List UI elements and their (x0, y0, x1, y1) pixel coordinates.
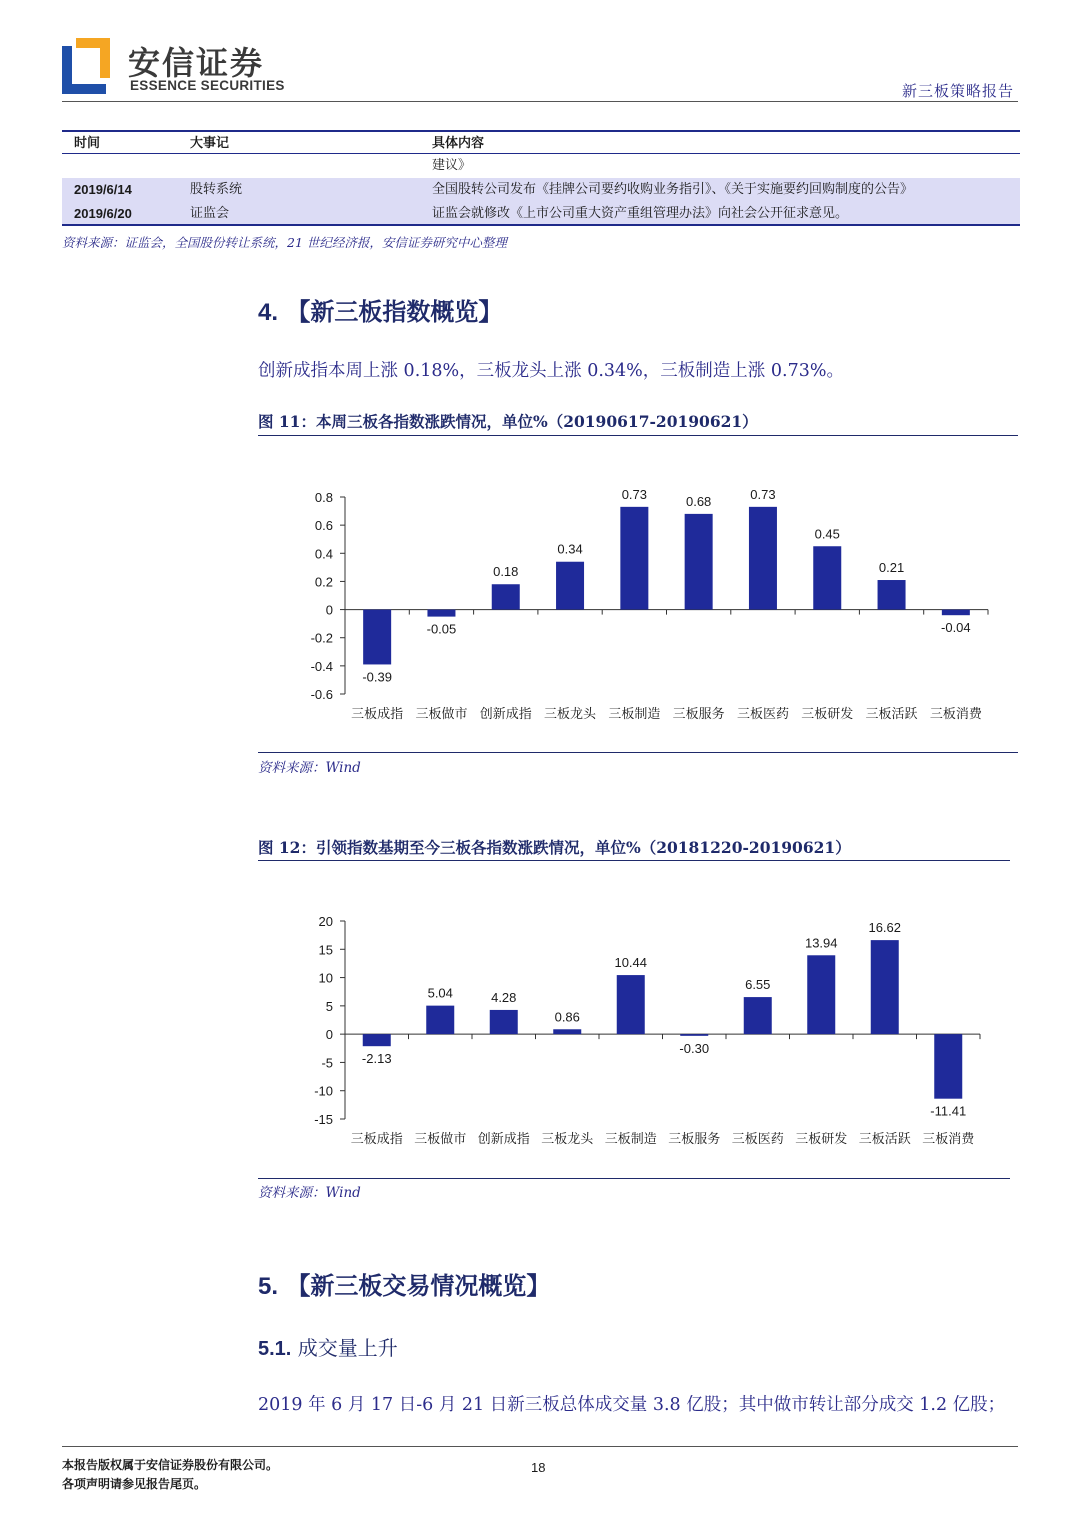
header-content: 具体内容 (432, 136, 485, 151)
report-type: 新三板策略报告 (901, 82, 1014, 100)
events-table (62, 130, 1020, 226)
y-tick-label: -0.4 (310, 658, 333, 674)
table-row (62, 202, 1020, 226)
bar (871, 940, 899, 1034)
y-tick-label: 0.8 (314, 490, 333, 505)
bar (878, 580, 906, 610)
bar (620, 507, 648, 610)
section-4-paragraph: 创新成指本周上涨 0.18%，三板龙头上涨 0.34%，三板制造上涨 0.73%。 (258, 361, 844, 381)
figure-11-source: 资料来源：Wind (258, 760, 361, 776)
table-row (62, 154, 1020, 178)
data-label: 10.44 (614, 955, 648, 971)
y-tick-label: -0.2 (310, 630, 333, 646)
figure-12-rule (258, 860, 1010, 861)
category-label: 三板医药 (731, 1132, 784, 1147)
y-tick-label: 0 (325, 1027, 333, 1043)
data-label: 0.34 (557, 541, 583, 557)
table-source: 资料来源：证监会，全国股份转让系统，21 世纪经济报，安信证券研究中心整理 (62, 235, 507, 250)
row-content: 全国股转公司发布《挂牌公司要约收购业务指引》、《关于实施要约回购制度的公告》 (432, 182, 914, 197)
category-label: 三板研发 (795, 1132, 848, 1147)
section-5-number: 5. (258, 1273, 279, 1300)
data-label: 0.18 (493, 564, 519, 580)
figure-11-bottom-rule (258, 752, 1018, 753)
table-row (62, 178, 1020, 202)
category-label: 三板服务 (668, 1132, 721, 1147)
section-4-heading (258, 292, 502, 327)
category-label: 创新成指 (477, 1132, 530, 1147)
bar (553, 1029, 581, 1034)
essence-logo-icon (62, 38, 110, 94)
row-date: 2019/6/20 (74, 206, 132, 221)
data-label: 0.45 (814, 526, 840, 542)
y-tick-label: 0.4 (314, 546, 333, 562)
section-4-number: 4. (258, 299, 279, 326)
bar (680, 1034, 708, 1036)
bar (490, 1010, 518, 1034)
bar (807, 955, 835, 1034)
bar (942, 610, 970, 616)
data-label: 6.55 (745, 977, 771, 993)
category-label: 三板活跃 (858, 1132, 911, 1147)
footer-divider (62, 1446, 1018, 1447)
section-5-1-heading (258, 1332, 398, 1361)
category-label: 三板医药 (736, 707, 789, 722)
header-event: 大事记 (190, 136, 230, 151)
category-label: 三板消费 (929, 707, 982, 722)
data-label: -11.41 (930, 1103, 967, 1119)
category-label: 三板服务 (672, 707, 725, 722)
bar (556, 562, 584, 610)
bar (744, 997, 772, 1034)
bar (749, 507, 777, 610)
bar (492, 584, 520, 609)
data-label: 4.28 (491, 989, 517, 1005)
category-label: 三板龙头 (544, 707, 597, 722)
header-time: 时间 (74, 136, 101, 151)
data-label: 0.68 (685, 493, 712, 509)
section-5-1-number: 5.1. (258, 1338, 292, 1360)
data-label: 0.21 (878, 560, 905, 576)
figure-11-rule (258, 435, 1018, 436)
category-label: 三板消费 (922, 1132, 975, 1147)
data-label: 5.04 (427, 985, 453, 1001)
section-4-title: 【新三板指数概览】 (286, 297, 503, 326)
y-tick-label: -10 (314, 1083, 333, 1099)
section-5-paragraph: 2019 年 6 月 17 日-6 月 21 日新三板总体成交量 3.8 亿股；其中做市转让部分成交 1.2 亿股； (258, 1395, 1006, 1415)
bar (813, 546, 841, 609)
footer-disclaimer (62, 1456, 278, 1494)
category-label: 三板制造 (604, 1132, 657, 1147)
data-label: -0.30 (679, 1040, 710, 1056)
category-label: 三板成指 (351, 707, 404, 722)
figure-12-bar-chart (258, 905, 1010, 1155)
row-date: 2019/6/14 (74, 182, 132, 197)
category-label: 创新成指 (479, 707, 532, 722)
data-label: -0.05 (426, 621, 457, 637)
category-label: 三板成指 (350, 1132, 403, 1147)
row-content: 建议》 (432, 158, 472, 173)
category-label: 三板研发 (801, 707, 854, 722)
footer-copyright: 本报告版权属于安信证券股份有限公司。 (62, 1458, 279, 1472)
section-5-heading (258, 1266, 550, 1301)
section-5-1-title: 成交量上升 (297, 1336, 398, 1360)
data-label: -0.39 (362, 669, 392, 685)
y-tick-label: -5 (321, 1055, 333, 1071)
category-label: 三板做市 (414, 1132, 467, 1147)
y-tick-label: 0 (325, 602, 333, 618)
bar (363, 1034, 391, 1046)
category-label: 三板龙头 (541, 1132, 594, 1147)
category-label: 三板做市 (415, 707, 468, 722)
y-tick-label: -0.6 (310, 687, 333, 702)
table-header-row (62, 130, 1020, 154)
footer-notice: 各项声明请参见报告尾页。 (62, 1477, 207, 1491)
row-content: 证监会就修改《上市公司重大资产重组管理办法》向社会公开征求意见。 (432, 206, 849, 221)
data-label: 16.62 (868, 920, 902, 936)
figure-12-title: 图 12：引领指数基期至今三板各指数涨跌情况，单位%（20181220-20190621） (258, 838, 851, 857)
category-label: 三板活跃 (865, 707, 918, 722)
data-label: -2.13 (361, 1051, 392, 1067)
data-label: 0.73 (750, 486, 776, 502)
category-label: 三板制造 (608, 707, 661, 722)
row-event: 证监会 (190, 206, 230, 221)
figure-12-bottom-rule (258, 1178, 1010, 1179)
figure-12-source: 资料来源：Wind (258, 1185, 361, 1201)
page-number: 18 (531, 1460, 546, 1475)
bar (426, 1006, 454, 1035)
data-label: 0.73 (621, 486, 648, 502)
bar (685, 514, 713, 610)
data-label: -0.04 (941, 620, 971, 636)
data-label: 13.94 (804, 935, 838, 951)
y-tick-label: 5 (325, 998, 333, 1014)
bar (427, 610, 455, 617)
row-event: 股转系统 (190, 182, 243, 197)
bar (617, 975, 645, 1034)
y-tick-label: 15 (318, 942, 333, 958)
bar (363, 610, 391, 665)
y-tick-label: 0.6 (314, 518, 333, 534)
figure-11-bar-chart (258, 475, 1018, 730)
figure-11-title: 图 11：本周三板各指数涨跌情况，单位%（20190617-20190621） (258, 412, 758, 431)
brand-name-en: ESSENCE SECURITIES (130, 78, 285, 93)
section-5-title: 【新三板交易情况概览】 (286, 1271, 551, 1300)
bar (934, 1034, 962, 1099)
header-divider (62, 101, 1018, 102)
y-tick-label: -15 (314, 1112, 333, 1127)
y-tick-label: 10 (318, 970, 333, 986)
data-label: 0.86 (554, 1009, 580, 1025)
brand-name-cn: 安信证券 (128, 44, 265, 82)
y-tick-label: 0.2 (314, 574, 333, 590)
y-tick-label: 20 (318, 914, 333, 929)
